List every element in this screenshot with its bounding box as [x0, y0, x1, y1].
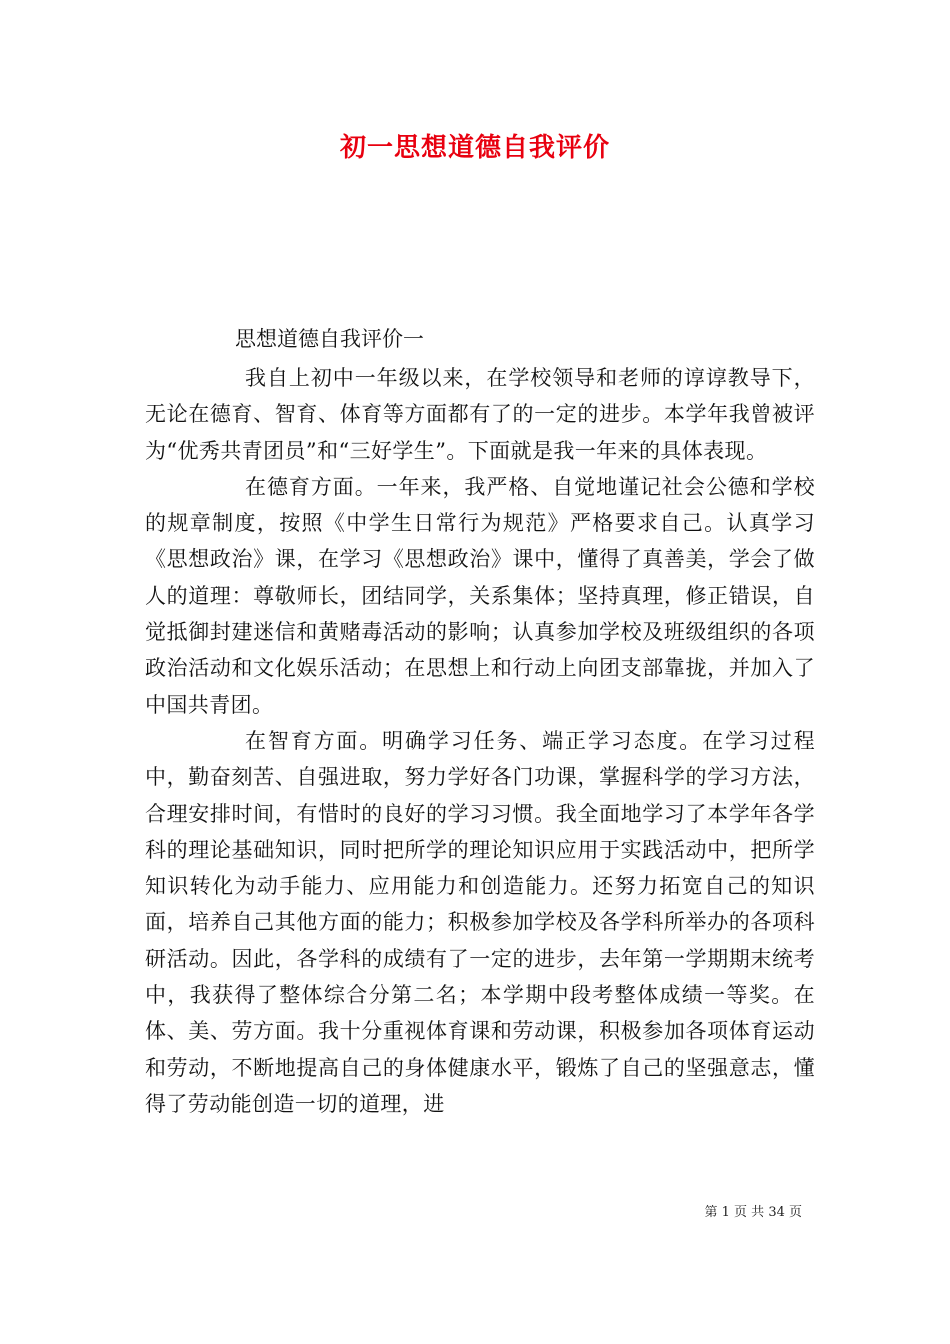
body-text — [145, 360, 815, 1122]
paragraph-moral-education: 在德育方面。一年来，我严格、自觉地谨记社会公德和学校的规章制度，按照《中学生日常行为规范》严格要求自己。认真学习《思想政治》课，在学习《思想政治》课中，懂得了真善美，学会了做人的道理：尊敬师长，团结同学，关系集体；坚持真理，修正错误，自觉抵御封建迷信和黄赌毒活动的影响；认真参加学校及班级组织的各项政治活动和文化娱乐活动；在思想上和行动上向团支部靠拢，并加入了中国共青团。 — [145, 474, 815, 717]
page-number-footer: 第 1 页 共 34 页 — [704, 1205, 802, 1220]
paragraph-intellectual-education: 在智育方面。明确学习任务、端正学习态度。在学习过程中，勤奋刻苦、自强进取，努力学好各门功课，掌握科学的学习方法，合理安排时间，有惜时的良好的学习习惯。我全面地学习了本学年各学科的理论基础知识，同时把所学的理论知识应用于实践活动中，把所学知识转化为动手能力、应用能力和创造能力。还努力拓宽自己的知识面，培养自己其他方面的能力；积极参加学校及各学科所举办的各项科研活动。因此，各学科的成绩有了一定的进步，去年第一学期期末统考中，我获得了整体综合分第二名；本学期中段考整体成绩一等奖。在体、美、劳方面。我十分重视体育课和劳动课，积极参加各项体育运动和劳动，不断地提高自己的身体健康水平，锻炼了自己的坚强意志，懂得了劳动能创造一切的道理，进 — [145, 728, 815, 1116]
paragraph-intro: 我自上初中一年级以来，在学校领导和老师的谆谆教导下，无论在德育、智育、体育等方面都有了的一定的进步。本学年我曾被评为“优秀共青团员”和“三好学生”。下面就是我一年来的具体表现。 — [145, 366, 815, 463]
document-title-row — [0, 128, 950, 168]
section-heading: 思想道德自我评价一 — [235, 327, 424, 351]
document-title: 初一思想道德自我评价 — [339, 133, 610, 163]
